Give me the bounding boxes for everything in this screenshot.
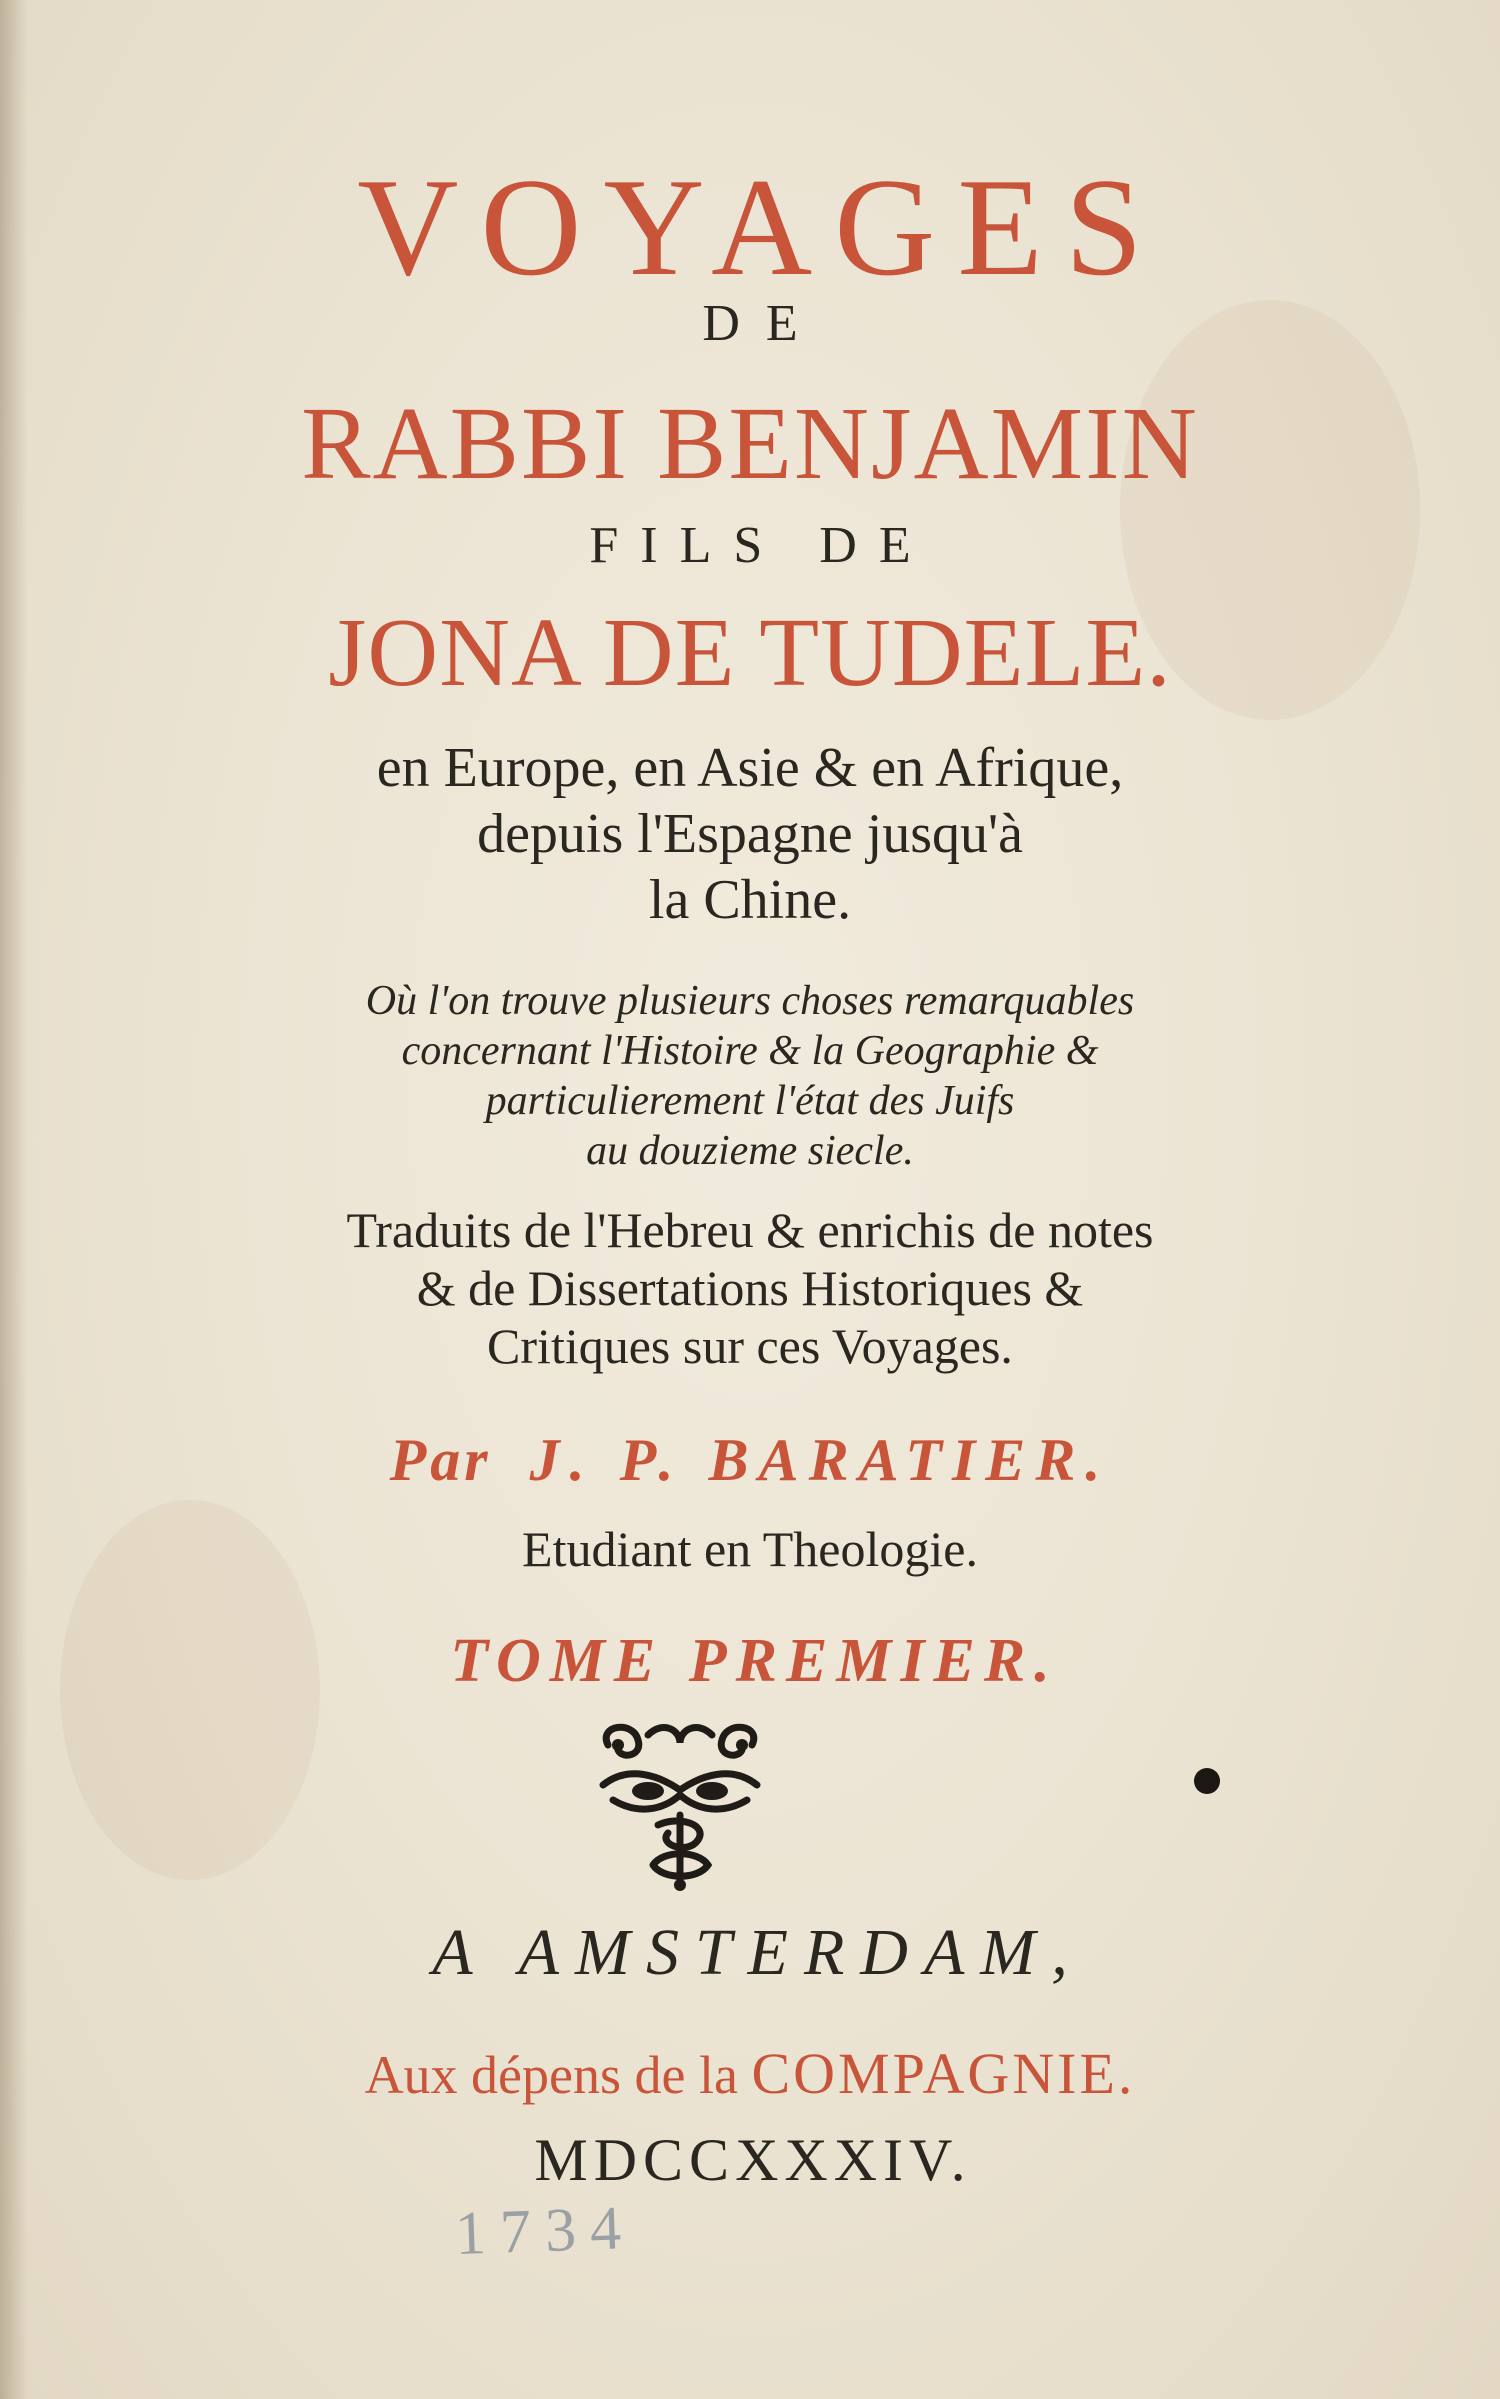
volume-label: TOME PREMIER. [450,1627,1059,1695]
subtitle-line: la Chine. [648,869,852,931]
title-fils-de: FILS DE [589,517,933,574]
description-line: Où l'on trouve plusieurs choses remarquables [365,978,1135,1024]
translation-line: & de Dissertations Historiques & [416,1260,1084,1316]
subtitle-line: depuis l'Espagne jusqu'à [477,803,1023,865]
author-name: J. P. BARATIER. [529,1427,1111,1493]
subject-name: RABBI BENJAMIN [301,386,1199,501]
author-prefix: Par [389,1427,492,1493]
imprint-year: MDCCXXXIV. [534,2127,972,2193]
translation-line: Critiques sur ces Voyages. [487,1318,1013,1374]
description-line: au douzieme siecle. [586,1128,914,1174]
title-de: DE [702,295,824,352]
pencil-annotation: 1734 [453,2193,637,2269]
subject-father: JONA DE TUDELE. [328,599,1172,707]
subtitle-line: en Europe, en Asie & en Afrique, [376,737,1124,799]
author-line [0,1427,1500,1493]
description-line: particulierement l'état des Juifs [485,1078,1015,1124]
paper-hole [1194,1768,1220,1794]
publisher-prefix: Aux dépens de la [364,2045,738,2105]
main-title: VOYAGES [357,150,1165,305]
publisher-name: COMPAGNIE. [751,2041,1136,2106]
translation-line: Traduits de l'Hebreu & enrichis de notes [346,1202,1154,1258]
author-role: Etudiant en Theologie. [522,1521,978,1577]
imprint-city: A AMSTERDAM, [432,1916,1084,1989]
binding-shadow [0,0,28,2399]
imprint-publisher [0,2041,1500,2106]
printers-fleuron-icon [588,1715,772,1895]
description-line: concernant l'Histoire & la Geographie & [401,1028,1099,1074]
